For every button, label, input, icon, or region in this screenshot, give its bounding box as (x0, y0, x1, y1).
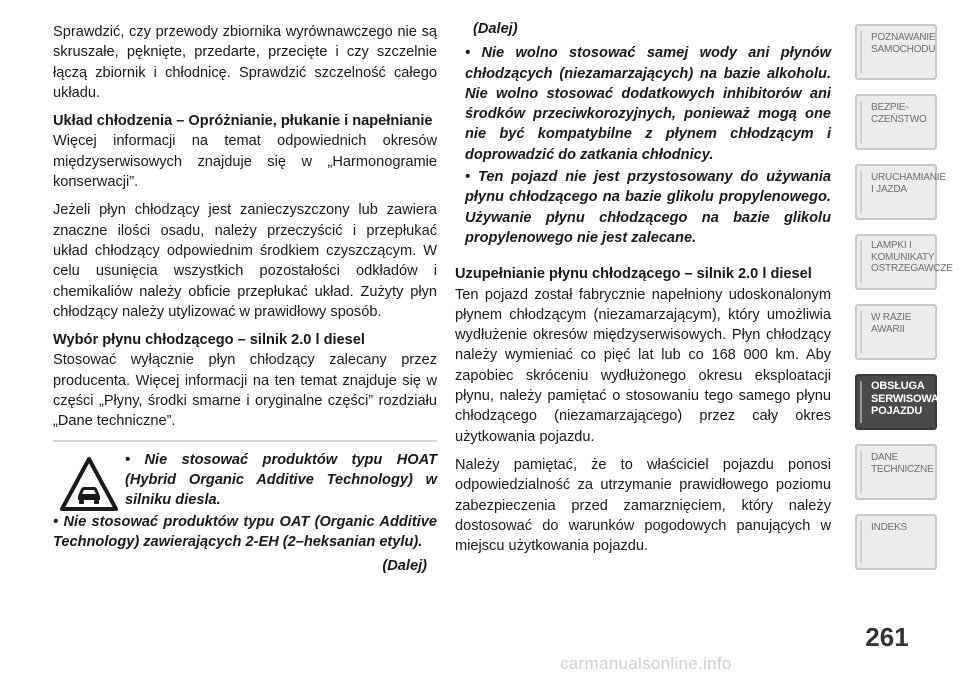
warning-box (53, 450, 437, 577)
section-topping-up (455, 264, 831, 447)
continued-label-left: (Dalej) (382, 558, 427, 575)
warning-oat: • Nie stosować produktów typu OAT (Organic Additive Technology) zawierających 2-EH (2–heksanian etylu). (53, 513, 437, 550)
heading-topping-up: Uzupełnianie płynu chłodzącego – silnik 2.0 l diesel (455, 266, 812, 283)
warning-divider (53, 440, 437, 442)
tab-lampki[interactable]: LAMPKI I KOMUNIKATY OSTRZEGAWCZE (855, 234, 937, 290)
paragraph-owner-responsibility: Należy pamiętać, że to właściciel pojazdu ponosi odpowiedzialność za utrzymanie prawidłowego poziomu zabezpieczenia przed zamarznięciem, który należy dostosować do warunków pogodowych panujących w miejscu użytkowania pojazdu. (455, 456, 831, 555)
page-number: 261 (865, 622, 909, 652)
warning-propylene-glycol: • Ten pojazd nie jest przystosowany do używania płynu chłodzącego na bazie glikolu propylenowego. Używanie płynu chłodzącego na bazie glikolu propylenowego nie jest zalecane. (465, 169, 831, 246)
warning-triangle-icon (59, 456, 119, 512)
continued-label-right: (Dalej) (473, 21, 518, 37)
chapter-sidebar (855, 24, 953, 584)
tab-uruchamianie[interactable]: URUCHAMIANIE I JAZDA (855, 164, 937, 220)
tab-bezpieczenstwo[interactable]: BEZPIE- CZEŃSTWO (855, 94, 937, 150)
tab-obsluga-active[interactable]: OBSŁUGA SERWISOWA POJAZDU (855, 374, 937, 430)
warning-water-alcohol: • Nie wolno stosować samej wody ani płynów chłodzących (niezamarzających) na bazie alkoholu. Nie wolno stosować dodatkowych inhibitorów ani środków przeciwkorozyjnych, ponieważ mogą one nie być kompatybilne z płynem chłodzącym i doprowadzić do zatkania chłodnicy. (465, 45, 831, 163)
tab-poznawanie[interactable]: POZNAWANIE SAMOCHODU (855, 24, 937, 80)
paragraph-factory-fill: Ten pojazd został fabrycznie napełniony udoskonalonym płynem chłodzącym (niezamarzającym), który umożliwia wydłużenie okresów międzyserwisowych. Płyn chłodzący należy wymieniać co pięć lat lub co 168 000 km. Aby zapobiec skróceniu wydłużonego okresu eksploatacji płynu, należy pamiętać o stosowaniu tego samego płynu chłodzącego (niezamarzającego) przez cały okres użytkowania pojazdu. (455, 286, 831, 445)
tab-dane-techniczne[interactable]: DANE TECHNICZNE (855, 444, 937, 500)
paragraph-schedule: Więcej informacji na temat odpowiednich okresów międzyserwisowych znajduje się w „Harmonogramie konserwacji”. (53, 133, 437, 191)
section-coolant-selection (53, 330, 437, 431)
intro-paragraph: Sprawdzić, czy przewody zbiornika wyrównawczego nie są skruszałe, pęknięte, przedarte, przecięte i czy szczelnie łączą zbiornik i chłodnicę. Sprawdzić szczelność całego układu. (53, 24, 437, 101)
section-flush (53, 111, 437, 192)
paragraph-recommended: Stosować wyłącznie płyn chłodzący zalecany przez producenta. Więcej informacji na ten temat znajduje się w części „Płyny, środki smarne i oryginalne części” rozdziału „Dane techniczne”. (53, 352, 437, 430)
heading-flush: Układ chłodzenia – Opróżnianie, płukanie i napełnianie (53, 113, 433, 130)
watermark: carmanualsonline.info (560, 654, 732, 673)
left-column (53, 22, 437, 577)
paragraph-contamination: Jeżeli płyn chłodzący jest zanieczyszczony lub zawiera znaczne ilości osadu, należy przeczyścić i przepłukać układ chłodzący odpowiednim środkiem czyszczącym. W celu usunięcia wszystkich pozostałości odkładów i chemikaliów należy obficie przepłukać układ. Zużyty płyn chłodzący należy utylizować w prawidłowy sposób. (53, 202, 437, 320)
tab-indeks[interactable]: INDEKS (855, 514, 937, 570)
warning-box-continued (465, 43, 831, 248)
tab-w-razie-awarii[interactable]: W RAZIE AWARII (855, 304, 937, 360)
right-column (455, 22, 831, 564)
warning-hoat: • Nie stosować produktów typu HOAT (Hybrid Organic Additive Technology) w silniku diesla. (125, 451, 437, 509)
heading-coolant-selection: Wybór płynu chłodzącego – silnik 2.0 l diesel (53, 332, 365, 349)
